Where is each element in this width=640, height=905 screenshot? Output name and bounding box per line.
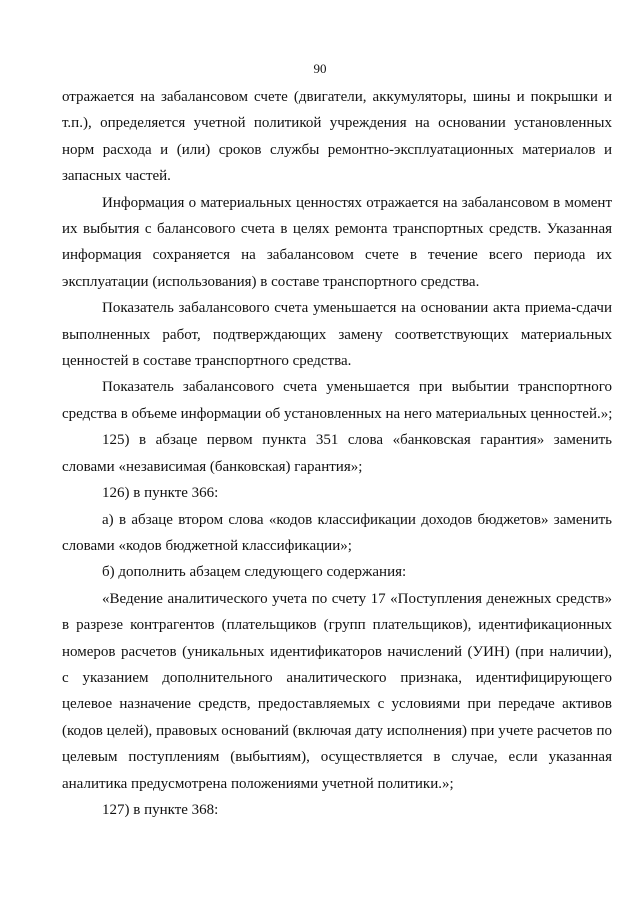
text-line: запасных частей.: [62, 168, 171, 185]
paragraph: [62, 480, 612, 506]
paragraph: [62, 84, 612, 190]
text-line: выполненных работ, подтверждающих замену соответствующих материальных: [62, 326, 612, 343]
text-line: с указанием дополнительного аналитического признака, идентифицирующего: [62, 669, 612, 686]
text-line: ценностей в составе транспортного средства.: [62, 353, 352, 370]
text-line: 127) в пункте 368:: [102, 801, 219, 818]
text-line: Показатель забалансового счета уменьшается на основании акта приема-сдачи: [102, 300, 612, 317]
paragraph: [62, 507, 612, 560]
text-line: эксплуатации (использования) в составе транспортного средства.: [62, 273, 480, 290]
text-line: б) дополнить абзацем следующего содержания:: [102, 564, 407, 581]
text-line: т.п.), определяется учетной политикой учреждения на основании установленных: [62, 115, 612, 132]
text-line: словами «кодов бюджетной классификации»;: [62, 537, 352, 554]
text-line: целевое назначение средств, предоставляемых с условиями при передаче активов: [62, 696, 612, 713]
text-line: Информация о материальных ценностях отражается на забалансовом в момент: [102, 194, 612, 211]
text-line: (кодов целей), правовых оснований (включая дату исполнения) при учете расчетов по: [62, 722, 612, 739]
text-line: в разрезе контрагентов (плательщиков (групп плательщиков), идентификационных: [62, 617, 612, 634]
text-line: «Ведение аналитического учета по счету 17 «Поступления денежных средств»: [102, 590, 612, 607]
text-line: норм расхода и (или) сроков службы ремонтно-эксплуатационных материалов и: [62, 141, 612, 158]
text-line: целевым поступлениям (выбытиям), осуществляется в случае, если указанная: [62, 749, 612, 766]
text-line: средства в объеме информации об установленных на него материальных ценностей.»;: [62, 405, 613, 422]
text-line: номеров расчетов (уникальных идентификаторов начислений (УИН) (при наличии),: [62, 643, 612, 660]
paragraph: [62, 559, 612, 585]
text-line: их выбытия с балансового счета в целях ремонта транспортных средств. Указанная: [62, 221, 612, 238]
paragraph: [62, 586, 612, 797]
page-number: 90: [313, 61, 327, 76]
text-line: информация сохраняется на забалансовом счете в течение всего периода их: [62, 247, 612, 264]
text-line: 125) в абзаце первом пункта 351 слова «банковская гарантия» заменить: [102, 432, 612, 449]
paragraph: [62, 190, 612, 296]
document-body: [62, 84, 612, 823]
paragraph: [62, 427, 612, 480]
text-line: словами «независимая (банковская) гарантия»;: [62, 458, 363, 475]
text-line: 126) в пункте 366:: [102, 485, 219, 502]
paragraph: [62, 797, 612, 823]
text-line: отражается на забалансовом счете (двигатели, аккумуляторы, шины и покрышки и: [62, 89, 612, 105]
text-line: а) в абзаце втором слова «кодов классификации доходов бюджетов» заменить: [102, 511, 612, 528]
paragraph: [62, 374, 612, 427]
paragraph: [62, 295, 612, 374]
text-line: аналитика предусмотрена положениями учетной политики.»;: [62, 775, 454, 792]
text-line: Показатель забалансового счета уменьшается при выбытии транспортного: [102, 379, 612, 396]
